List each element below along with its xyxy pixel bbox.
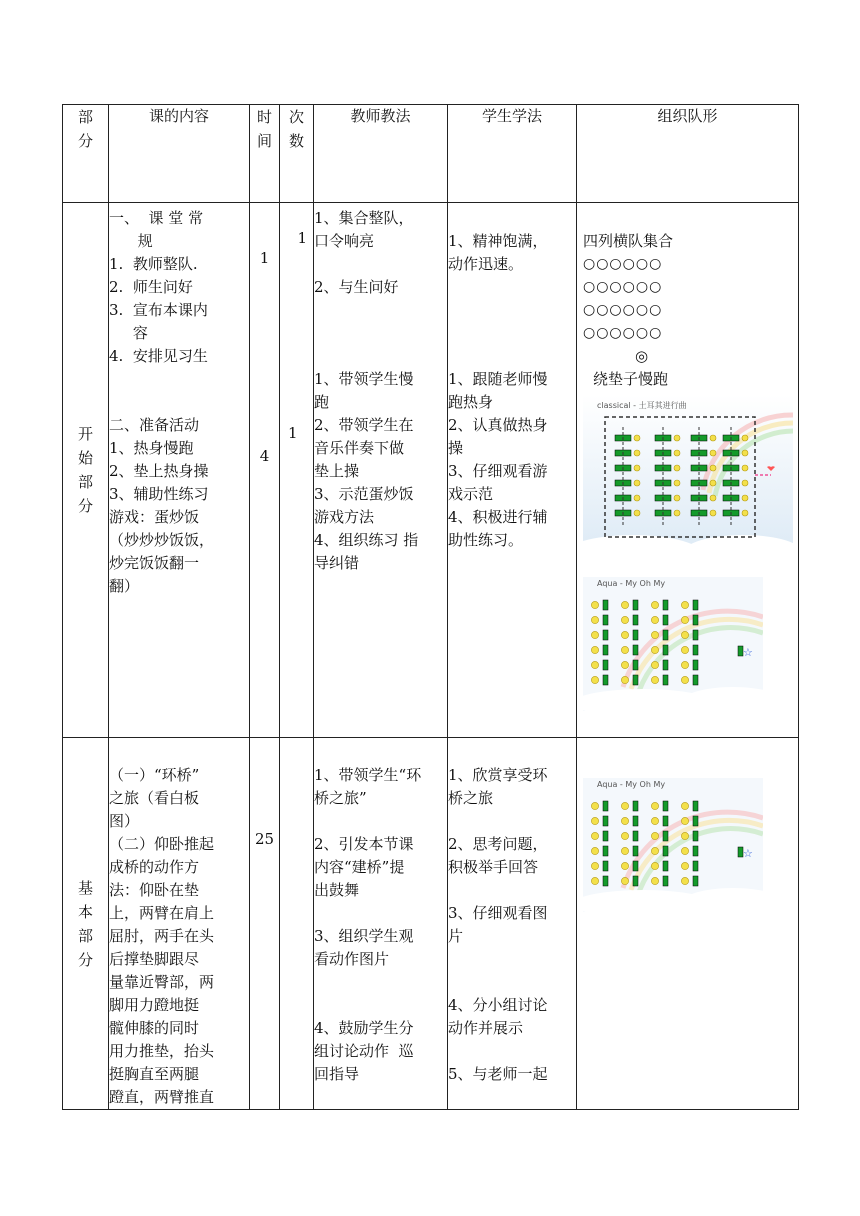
student-face-icon	[621, 847, 628, 854]
mat-icon	[663, 615, 668, 625]
header-count: 次数	[289, 108, 305, 150]
student-face-icon	[651, 601, 658, 608]
content-line: 上，两臂在肩上	[109, 904, 215, 922]
student-line: 跑热身	[448, 393, 494, 411]
content-line: 翻）	[109, 577, 140, 595]
teacher-line: 看动作图片	[314, 950, 390, 968]
mat-icon	[603, 675, 608, 685]
diagram2-caption: Aqua - My Oh My	[597, 579, 666, 588]
mat-icon	[633, 816, 638, 826]
header-formation: 组织队形	[657, 107, 718, 125]
student-line	[448, 322, 576, 345]
teacher-line: 口令响亮	[314, 232, 375, 250]
content-line: 挺胸直至两腿	[109, 1065, 200, 1083]
student-face-icon	[681, 601, 688, 608]
mat-icon	[603, 660, 608, 670]
student-line: 4、积极进行辅	[448, 508, 548, 526]
start-teacher-list	[314, 207, 447, 575]
teacher-line: 1、集合整队，	[314, 209, 414, 227]
student-face-icon	[710, 510, 716, 516]
formation-grid	[583, 253, 798, 345]
student-face-icon	[674, 495, 680, 501]
teacher-line	[314, 994, 447, 1017]
mat-icon	[633, 861, 638, 871]
student-face-icon	[651, 862, 658, 869]
student-line	[448, 299, 576, 322]
header-part: 部分	[78, 108, 94, 150]
student-face-icon	[621, 832, 628, 839]
student-face-icon	[621, 646, 628, 653]
mat-exercise-diagram	[583, 395, 793, 563]
mat-icon	[633, 600, 638, 610]
student-face-icon	[742, 480, 748, 486]
header-row	[63, 105, 799, 203]
student-face-icon	[634, 510, 640, 516]
mat-icon	[603, 846, 608, 856]
mat-icon	[603, 831, 608, 841]
student-face-icon	[591, 646, 598, 653]
teacher-line: 游戏方法	[314, 508, 375, 526]
teacher-line: 1、带领学生慢	[314, 370, 414, 388]
student-face-icon	[651, 676, 658, 683]
student-face-icon	[634, 495, 640, 501]
mat-icon	[663, 600, 668, 610]
student-line: 1、欣赏享受环	[448, 766, 548, 784]
header-content: 课的内容	[148, 107, 209, 125]
content-line	[109, 391, 249, 414]
teacher-line: 组讨论动作 巡	[314, 1042, 414, 1060]
mat-icon	[603, 600, 608, 610]
content-line: 3、辅助性练习	[109, 485, 209, 503]
student-line: 助性练习。	[448, 531, 524, 549]
content-line: 1. 教师整队.	[109, 255, 198, 273]
basic-section-label: 基本部分	[78, 878, 94, 969]
mat-icon	[693, 615, 698, 625]
mat-icon	[633, 630, 638, 640]
content-line: 规	[109, 232, 153, 250]
teacher-line: 1、带领学生“环	[314, 766, 422, 784]
student-line: 4、分小组讨论	[448, 996, 548, 1014]
student-face-icon	[674, 435, 680, 441]
student-face-icon	[591, 832, 598, 839]
content-line: 蹬直，两臂推直	[109, 1088, 215, 1106]
content-line: 4. 安排见习生	[109, 347, 208, 365]
student-face-icon	[651, 877, 658, 884]
student-face-icon	[742, 465, 748, 471]
student-face-icon	[681, 646, 688, 653]
teacher-position-icon: ◎	[635, 347, 649, 365]
content-line: 1、热身慢跑	[109, 439, 194, 457]
mat-icon	[693, 876, 698, 886]
student-line: 5、与老师一起	[448, 1065, 548, 1083]
content-line: 髋伸膝的同时	[109, 1019, 200, 1037]
mat-icon	[663, 846, 668, 856]
student-face-icon	[681, 817, 688, 824]
mat-icon	[663, 645, 668, 655]
student-line: 片	[448, 927, 464, 945]
student-face-icon	[591, 847, 598, 854]
student-face-icon	[681, 676, 688, 683]
student-face-icon	[621, 862, 628, 869]
student-face-icon	[681, 847, 688, 854]
student-line: 3、仔细观看图	[448, 904, 548, 922]
formation-title: 四列横队集合	[583, 232, 674, 250]
student-face-icon	[710, 480, 716, 486]
mat-icon	[663, 876, 668, 886]
mat-icon	[603, 615, 608, 625]
student-line: 动作并展示	[448, 1019, 524, 1037]
student-face-icon	[681, 877, 688, 884]
header-time: 时间	[257, 108, 273, 150]
student-face-icon	[710, 435, 716, 441]
mat-icon	[633, 846, 638, 856]
teacher-line: 回指导	[314, 1065, 360, 1083]
mat-icon	[693, 660, 698, 670]
mat-icon	[693, 816, 698, 826]
basic-student-list	[448, 764, 576, 1086]
diagram1-caption: classical - 土耳其进行曲	[597, 401, 687, 410]
student-face-icon	[681, 802, 688, 809]
content-line: 游戏：蛋炒饭	[109, 508, 200, 526]
student-face-icon	[634, 480, 640, 486]
student-line: 动作迅速。	[448, 255, 524, 273]
mat-icon	[633, 615, 638, 625]
student-face-icon	[651, 616, 658, 623]
student-face-icon	[681, 862, 688, 869]
student-face-icon	[634, 450, 640, 456]
student-face-icon	[591, 802, 598, 809]
student-face-icon	[681, 661, 688, 668]
student-face-icon	[621, 802, 628, 809]
student-face-icon	[674, 465, 680, 471]
student-face-icon	[634, 465, 640, 471]
teacher-line: 4、鼓励学生分	[314, 1019, 414, 1037]
teacher-line: 2、带领学生在	[314, 416, 414, 434]
student-face-icon	[591, 862, 598, 869]
basic-section-row	[63, 738, 799, 1110]
student-line: 桥之旅	[448, 789, 494, 807]
basic-content-list	[109, 764, 249, 1109]
student-face-icon	[634, 435, 640, 441]
lesson-plan-table	[62, 104, 799, 1110]
student-line: 戏示范	[448, 485, 494, 503]
student-line: 积极举手回答	[448, 858, 539, 876]
student-face-icon	[674, 480, 680, 486]
student-line	[448, 879, 576, 902]
student-face-icon	[681, 631, 688, 638]
content-line: 一、 课 堂 常	[109, 209, 204, 227]
student-line: 3、仔细观看游	[448, 462, 548, 480]
formation-row: ○○○○○○	[583, 302, 663, 318]
star-icon: ☆	[743, 646, 753, 659]
student-face-icon	[742, 450, 748, 456]
mat-icon	[663, 660, 668, 670]
student-face-icon	[742, 435, 748, 441]
student-line: 操	[448, 439, 464, 457]
mat-icon	[663, 630, 668, 640]
student-face-icon	[621, 661, 628, 668]
content-line: 炒完饭饭翻一	[109, 554, 200, 572]
content-line: 二、准备活动	[109, 416, 200, 434]
mat-icon	[693, 831, 698, 841]
student-face-icon	[621, 676, 628, 683]
teacher-line	[314, 971, 447, 994]
mat-icon	[633, 801, 638, 811]
content-line: 之旅（看白板	[109, 789, 200, 807]
mat-icon	[663, 675, 668, 685]
start-time-1: 1	[259, 249, 270, 267]
student-face-icon	[591, 817, 598, 824]
teacher-line: 跑	[314, 393, 330, 411]
mat-icon	[633, 675, 638, 685]
teacher-line: 4、组织练习 指	[314, 531, 419, 549]
content-line: 2、垫上热身操	[109, 462, 209, 480]
content-line: 法：仰卧在垫	[109, 881, 200, 899]
header-teacher: 教师教法	[350, 107, 411, 125]
formation-run-label: 绕垫子慢跑	[593, 370, 669, 388]
mat-icon	[693, 861, 698, 871]
content-line: 用力推垫，抬头	[109, 1042, 215, 1060]
mat-icon	[603, 801, 608, 811]
mat-icon	[603, 816, 608, 826]
teacher-line	[314, 322, 447, 345]
student-face-icon	[710, 495, 716, 501]
content-line: 后撑垫脚跟尽	[109, 950, 200, 968]
student-face-icon	[681, 832, 688, 839]
mat-icon	[663, 801, 668, 811]
student-face-icon	[710, 465, 716, 471]
student-face-icon	[651, 646, 658, 653]
teacher-line: 2、与生问好	[314, 278, 399, 296]
content-line: 图）	[109, 812, 140, 830]
mat-icon	[693, 645, 698, 655]
teacher-line: 音乐伴奏下做	[314, 439, 405, 457]
content-line: 量靠近臀部，两	[109, 973, 215, 991]
student-face-icon	[742, 510, 748, 516]
student-face-icon	[621, 877, 628, 884]
teacher-line: 导纠错	[314, 554, 360, 572]
formation-row: ○○○○○○	[583, 279, 663, 295]
student-face-icon	[710, 450, 716, 456]
content-line: 成桥的动作方	[109, 858, 200, 876]
student-line: 2、思考问题，	[448, 835, 548, 853]
mat-icon	[693, 675, 698, 685]
student-face-icon	[674, 450, 680, 456]
star-icon: ☆	[743, 847, 753, 860]
student-face-icon	[621, 616, 628, 623]
mat-icon	[693, 801, 698, 811]
teacher-line: 2、引发本节课	[314, 835, 414, 853]
formation-row: ○○○○○○	[583, 256, 663, 272]
student-face-icon	[742, 495, 748, 501]
student-face-icon	[591, 631, 598, 638]
formation-row: ○○○○○○	[583, 325, 663, 341]
student-face-icon	[621, 631, 628, 638]
student-line: 2、认真做热身	[448, 416, 548, 434]
student-line	[448, 810, 576, 833]
student-face-icon	[621, 601, 628, 608]
content-line: （一）“环桥”	[109, 766, 200, 784]
student-face-icon	[681, 616, 688, 623]
start-count-1: 1	[297, 229, 307, 247]
basic-time: 25	[254, 830, 275, 848]
mat-icon	[633, 660, 638, 670]
teacher-line	[314, 253, 447, 276]
mat-icon	[633, 831, 638, 841]
mat-icon	[603, 645, 608, 655]
student-face-icon	[674, 510, 680, 516]
content-line: （二）仰卧推起	[109, 835, 215, 853]
mat-icon	[693, 630, 698, 640]
teacher-line	[314, 810, 447, 833]
start-student-list	[448, 230, 576, 552]
formation-diagram-2	[583, 778, 763, 912]
student-line	[448, 1040, 576, 1063]
teacher-line: 3、组织学生观	[314, 927, 414, 945]
teacher-line: 垫上操	[314, 462, 360, 480]
basic-teacher-list	[314, 764, 447, 1086]
start-count-2: 1	[288, 424, 298, 442]
diagram3-caption: Aqua - My Oh My	[597, 780, 666, 789]
student-line	[448, 345, 576, 368]
student-face-icon	[651, 817, 658, 824]
content-line: 容	[109, 324, 148, 342]
header-student: 学生学法	[481, 107, 542, 125]
student-face-icon	[591, 877, 598, 884]
student-face-icon	[591, 616, 598, 623]
mat-icon	[693, 846, 698, 856]
mat-icon	[633, 876, 638, 886]
teacher-line	[314, 902, 447, 925]
mat-icon	[603, 630, 608, 640]
student-line	[448, 276, 576, 299]
content-line: 屈肘，两手在头	[109, 927, 215, 945]
content-line: 脚用力蹬地挺	[109, 996, 200, 1014]
student-face-icon	[591, 676, 598, 683]
mat-icon	[603, 861, 608, 871]
teacher-line	[314, 345, 447, 368]
mat-icon	[663, 861, 668, 871]
teacher-line: 内容“建桥”提	[314, 858, 405, 876]
student-face-icon	[621, 817, 628, 824]
student-line	[448, 971, 576, 994]
start-time-2: 4	[259, 447, 270, 465]
start-content-list	[109, 207, 249, 598]
mat-icon	[663, 831, 668, 841]
teacher-line: 出鼓舞	[314, 881, 360, 899]
formation-diagram-1	[583, 577, 763, 711]
start-section-label: 开始部分	[78, 425, 94, 515]
mat-icon	[603, 876, 608, 886]
mat-icon	[663, 816, 668, 826]
content-line: （炒炒炒饭饭，	[109, 531, 215, 549]
student-face-icon	[591, 661, 598, 668]
teacher-line	[314, 299, 447, 322]
student-face-icon	[651, 832, 658, 839]
teacher-line: 桥之旅”	[314, 789, 367, 807]
student-face-icon	[651, 802, 658, 809]
student-line: 1、精神饱满，	[448, 232, 548, 250]
student-face-icon	[651, 847, 658, 854]
content-line	[109, 368, 249, 391]
teacher-line: 3、示范蛋炒饭	[314, 485, 414, 503]
mat-icon	[633, 645, 638, 655]
mat-icon	[693, 600, 698, 610]
content-line: 2. 师生问好	[109, 278, 193, 296]
student-line: 1、跟随老师慢	[448, 370, 548, 388]
student-face-icon	[651, 661, 658, 668]
content-line: 3. 宣布本课内	[109, 301, 208, 319]
start-section-row	[63, 203, 799, 738]
student-face-icon	[591, 601, 598, 608]
student-line	[448, 948, 576, 971]
student-face-icon	[651, 631, 658, 638]
